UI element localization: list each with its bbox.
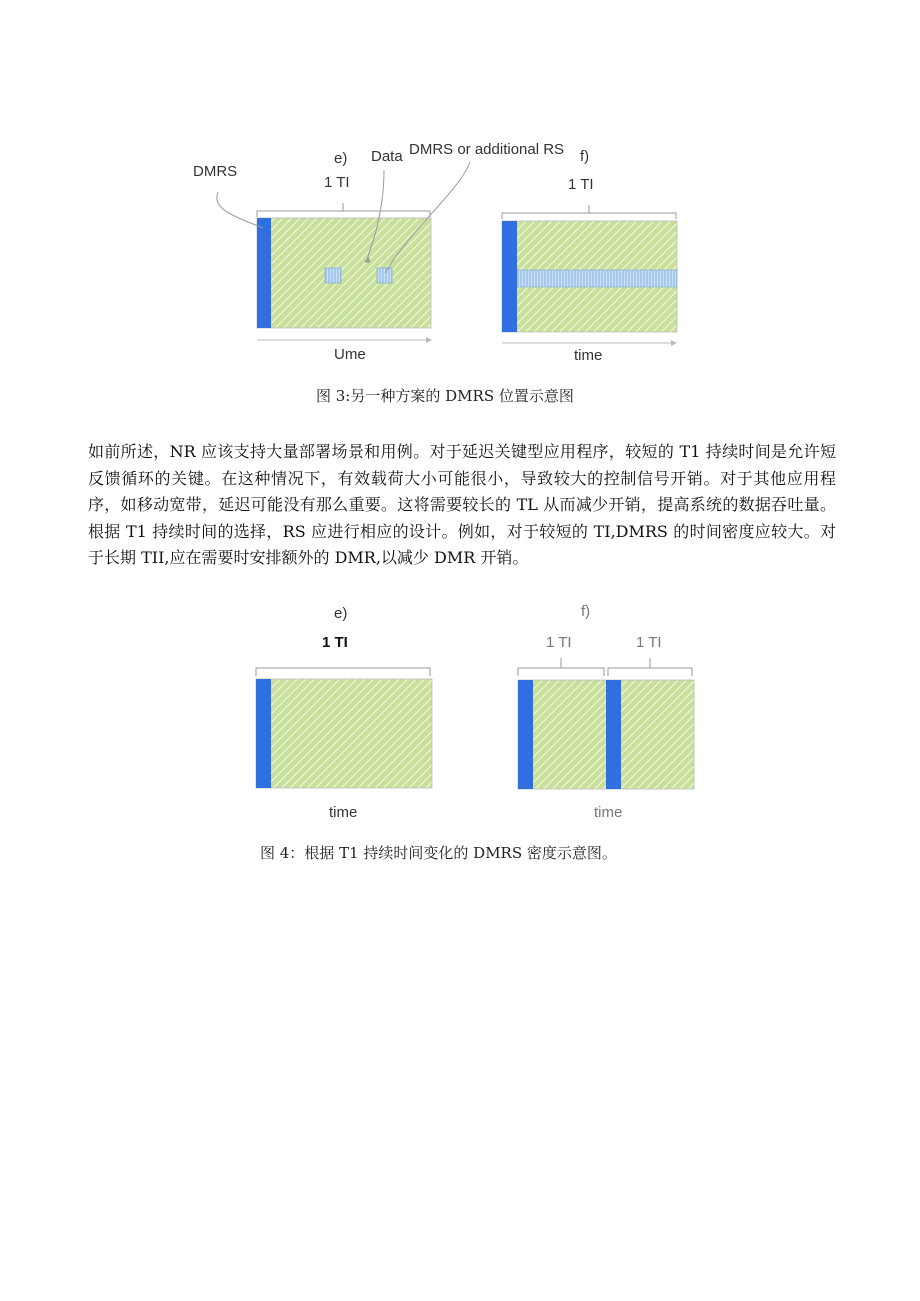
fig4-e-grid bbox=[256, 668, 432, 788]
fig4-f-dmrs-column-1 bbox=[518, 680, 533, 789]
fig4-f-tti-bracket-1 bbox=[518, 668, 604, 676]
fig3-f-tti-label: 1 TI bbox=[568, 176, 594, 193]
fig3-data-label: Data bbox=[371, 148, 403, 165]
fig4-e-data-region bbox=[256, 679, 432, 788]
fig3-dmrs-callout bbox=[217, 192, 263, 228]
fig3-dmrs-label: DMRS bbox=[193, 163, 238, 180]
fig3-f-axis-label: time bbox=[574, 347, 603, 364]
fig4-f-dmrs-column-2 bbox=[606, 680, 621, 789]
body-paragraph: 如前所述，NR 应该支持大量部署场景和用例。对于延迟关键型应用程序，较短的 T1 持续时间是允许短反馈循环的关键。在这种情况下，有效载荷大小可能很小，导致较大的控制信号开销。对于其他应用程序，如移动宽带，延迟可能没有那么重要。这将需要较长的 TL 从而减少开销，提高系统的数据吞吐量。根据 T1 持续时间的选择，RS 应进行相应的设计。例如，对于较短的 TI,DMRS 的时间密度应较大。对于长期 TII,应在需要时安排额外的 DMR,以减少 DMR 开销。 bbox=[88, 442, 836, 567]
fig4-e-tti-bracket bbox=[256, 668, 430, 676]
fig3-f-tti-bracket bbox=[502, 213, 676, 219]
fig4-e-dmrs-column bbox=[256, 679, 271, 788]
figure3-caption: 图 3:另一种方案的 DMRS 位置示意图 bbox=[316, 387, 574, 405]
figure4-caption: 图 4：根据 T1 持续时间变化的 DMRS 密度示意图。 bbox=[260, 844, 617, 862]
fig3-e-rs-block-1 bbox=[325, 268, 341, 283]
fig4-f-axis-label: time bbox=[594, 804, 623, 821]
fig3-e-dmrs-column bbox=[257, 218, 271, 328]
fig4-e-tti-label: 1 TI bbox=[322, 634, 348, 651]
fig4-e-label: e) bbox=[334, 605, 348, 622]
fig3-e-axis-label: Ume bbox=[334, 346, 366, 363]
fig3-e-tti-label: 1 TI bbox=[324, 174, 350, 191]
fig3-e-data-region bbox=[257, 218, 431, 328]
fig3-f-dmrs-column bbox=[502, 221, 517, 332]
fig3-f-label: f) bbox=[580, 148, 590, 165]
fig4-f-tti-bracket-2 bbox=[608, 668, 692, 676]
fig4-f-grid bbox=[518, 658, 694, 789]
fig4-f-tti-label-1: 1 TI bbox=[546, 634, 572, 651]
fig4-f-label: f) bbox=[581, 603, 591, 620]
fig4-f-tti-label-2: 1 TI bbox=[636, 634, 662, 651]
fig4-e-axis-label: time bbox=[329, 804, 358, 821]
fig3-e-tti-bracket bbox=[257, 211, 430, 217]
fig3-e-rs-block-2 bbox=[377, 268, 392, 283]
fig3-e-label: e) bbox=[334, 150, 348, 167]
fig3-f-grid bbox=[502, 205, 677, 346]
fig3-dmrs-or-rs-label: DMRS or additional RS bbox=[409, 141, 565, 158]
fig3-f-additional-rs-band bbox=[517, 270, 677, 287]
